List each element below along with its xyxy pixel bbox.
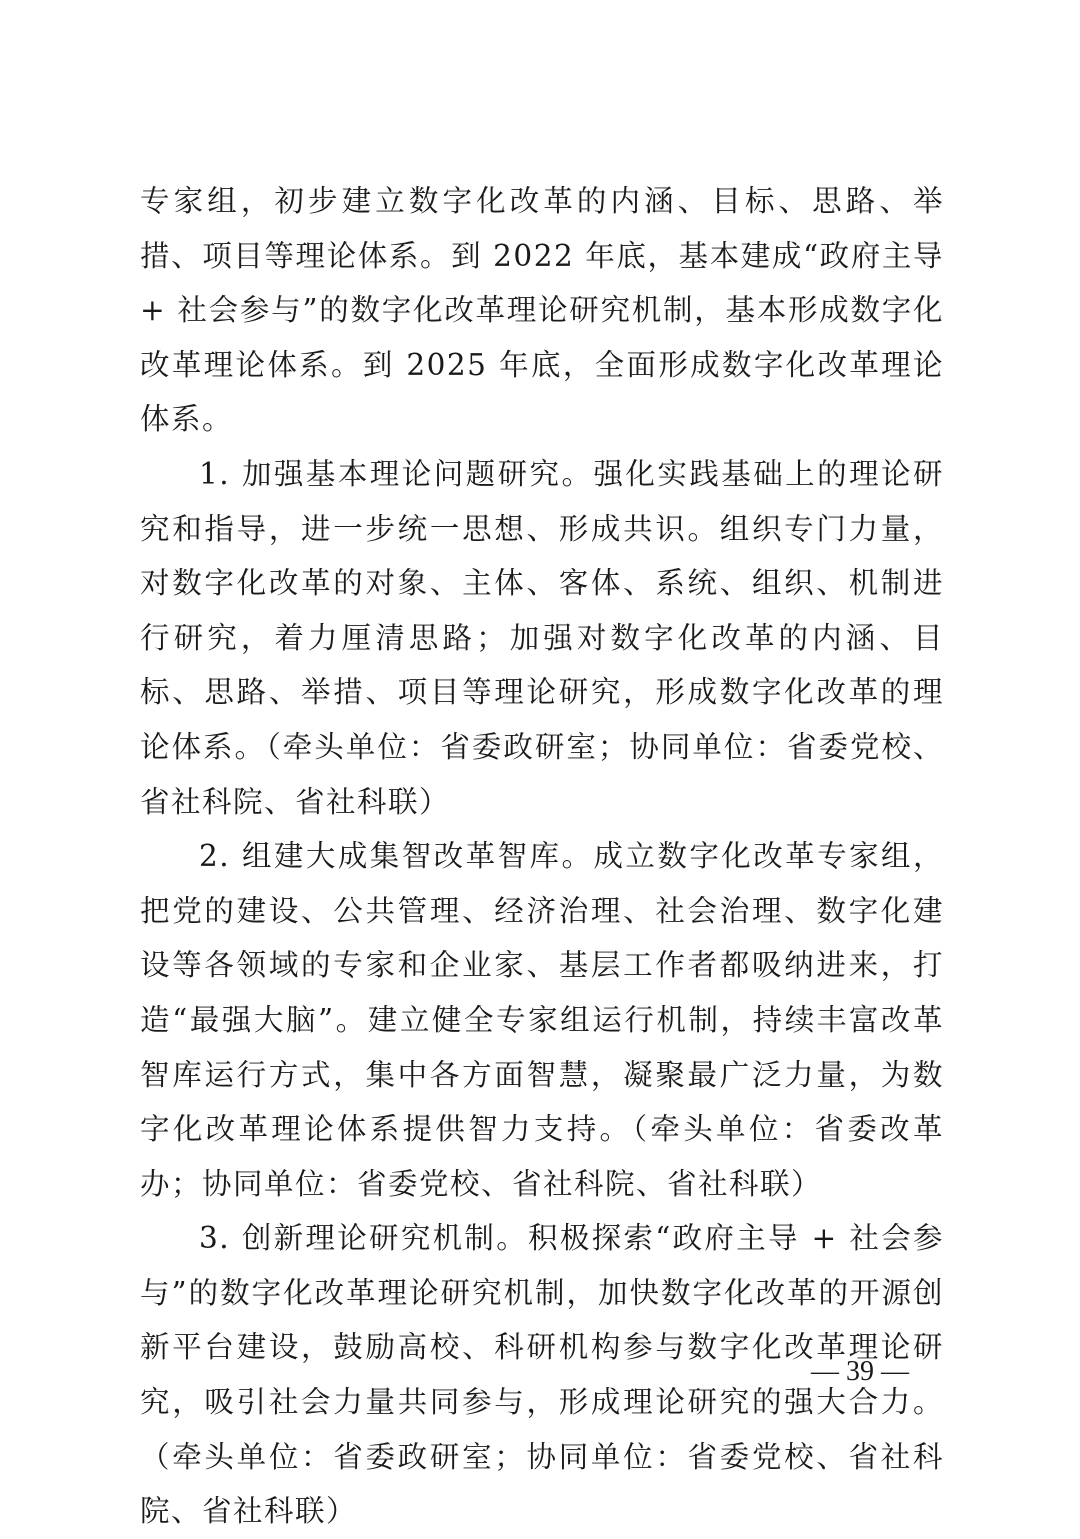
- page-number: — 39 —: [811, 1356, 909, 1387]
- paragraph-item-2: 2. 组建大成集智改革智库。成立数字化改革专家组，把党的建设、公共管理、经济治理、社会治理、数字化建设等各领域的专家和企业家、基层工作者都吸纳进来，打造“最强大脑”。建立健全专家组运行机制，持续丰富改革智库运行方式，集中各方面智慧，凝聚最广泛力量，为数字化改革理论体系提供智力支持。（牵头单位：省委改革办；协同单位：省委党校、省社科院、省社科联）: [140, 839, 944, 1201]
- document-body: [140, 174, 944, 1539]
- paragraph-intro: 专家组，初步建立数字化改革的内涵、目标、思路、举措、项目等理论体系。到 2022 年底，基本建成“政府主导 + 社会参与”的数字化改革理论研究机制，基本形成数字化改革理论体系。到 2025 年底，全面形成数字化改革理论体系。: [140, 184, 944, 437]
- paragraph-item-3: 3. 创新理论研究机制。积极探索“政府主导 + 社会参与”的数字化改革理论研究机制，加快数字化改革的开源创新平台建设，鼓励高校、科研机构参与数字化改革理论研究，吸引社会力量共同参与，形成理论研究的强大合力。（牵头单位：省委政研室；协同单位：省委党校、省社科院、省社科联）: [140, 1221, 944, 1529]
- paragraph-item-1: 1. 加强基本理论问题研究。强化实践基础上的理论研究和指导，进一步统一思想、形成共识。组织专门力量，对数字化改革的对象、主体、客体、系统、组织、机制进行研究，着力厘清思路；加强对数字化改革的内涵、目标、思路、举措、项目等理论研究，形成数字化改革的理论体系。（牵头单位：省委政研室；协同单位：省委党校、省社科院、省社科联）: [140, 456, 944, 819]
